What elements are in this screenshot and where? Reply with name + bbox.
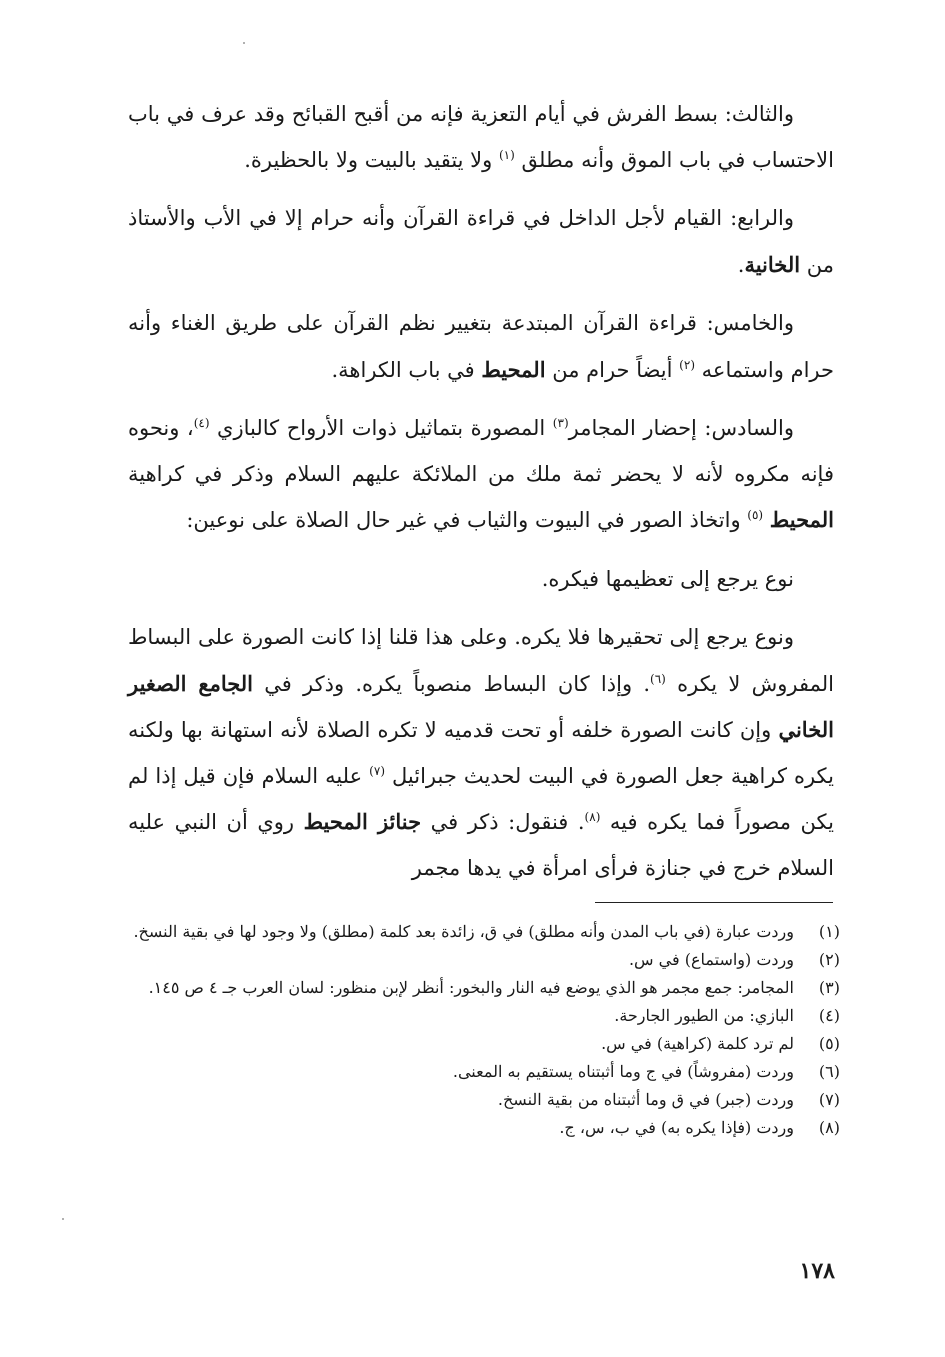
text-run: المصورة بتماثيل ذوات الأرواح كالبازي	[209, 416, 553, 440]
footnote	[128, 946, 840, 974]
footnote-number: (٢)	[818, 950, 840, 969]
footnote-ref: (٢)	[679, 357, 695, 372]
footnote-number: (٦)	[818, 1062, 840, 1081]
footnote-separator	[595, 902, 833, 903]
text-run: عليه السلام فإن قيل إذا لم يكن مصوراً فما يكره فيه	[128, 763, 834, 834]
paragraph-type-one	[128, 557, 834, 603]
footnote-text: وردت (مفروشاً) في ج وما أثبتناه يستقيم به المعنى.	[452, 1062, 794, 1081]
footnote-ref: (٣)	[552, 416, 569, 430]
paragraph-fourth	[128, 196, 834, 288]
footnote-ref: (٤)	[193, 416, 210, 430]
source-title: الخانية	[744, 251, 801, 277]
main-text	[128, 92, 834, 904]
text-run: ، ونحوه فإنه مكروه لأنه لا يحضر ثمة ملك من الملائكة عليهم السلام وذكر في كراهية	[128, 416, 834, 486]
footnote-text: لم ترد كلمة (كراهية) في س.	[601, 1034, 794, 1053]
footnote-ref: (١)	[498, 147, 515, 162]
footnote-ref: (٨)	[584, 810, 601, 824]
footnote-ref: (٦)	[650, 671, 666, 686]
text-run: والرابع: القيام لأجل الداخل في قراءة القرآن وأنه حرام إلا في الأب والأستاذ من	[128, 206, 834, 277]
text-run: . فنقول: ذكر في	[421, 810, 585, 834]
text-run: ونوع يرجع إلى تحقيرها فلا يكره. وعلى هذا قلنا إذا كانت الصورة على البساط المفروش لا يكره	[128, 625, 834, 696]
text-run: والثالث: بسط الفرش في أيام التعزية فإنه من أقبح القبائح وقد عرف في باب الاحتساب في باب الموق وأنه مطلق	[128, 102, 834, 172]
footnote	[128, 1030, 840, 1058]
footnote	[128, 1086, 840, 1114]
text-run	[763, 508, 770, 532]
text-run: أيضاً حرام من	[545, 357, 680, 382]
footnote-number: (٥)	[818, 1034, 840, 1053]
footnote-number: (٣)	[818, 978, 840, 997]
footnote-number: (٤)	[818, 1006, 840, 1025]
footnote-text: وردت (جبر) في ق وما أثبتناه من بقية النسخ.	[497, 1090, 794, 1109]
paragraph-type-two	[128, 615, 834, 891]
source-title: الجامع الصغير الخاني	[128, 670, 834, 742]
footnote-text: المجامر: جمع مجمر هو الذي يوضع فيه النار والبخور: أنظر لإبن منظور: لسان العرب جـ ٤ ص ١٤٥.	[148, 978, 794, 997]
text-run: واتخاذ الصور في البيوت والثياب في غير حال الصلاة على نوعين:	[186, 508, 748, 532]
footnote-ref: (٧)	[369, 763, 385, 778]
scan-speck	[243, 42, 245, 44]
footnote-text: البازي: من الطيور الجارحة.	[614, 1006, 794, 1025]
text-run: ولا يتقيد بالبيت ولا بالحظيرة.	[244, 147, 499, 172]
footnote-text: وردت عبارة (في باب المدن وأنه مطلق) في ق، زائدة بعد كلمة (مطلق) ولا وجود لها في بقية النسخ.	[133, 922, 794, 941]
source-title: المحيط	[769, 507, 834, 532]
source-title: المحيط	[481, 356, 546, 382]
scan-speck	[62, 1218, 64, 1220]
footnote-text: وردت (فإذا يكره به) في ب، س، ج.	[559, 1118, 794, 1137]
footnote	[128, 1114, 840, 1142]
paragraph-sixth	[128, 406, 834, 544]
footnote-number: (١)	[818, 922, 840, 941]
page-number: ١٧٨	[799, 1258, 835, 1284]
paragraph-third	[128, 92, 834, 183]
footnote-number: (٨)	[818, 1118, 840, 1137]
text-run: .	[737, 252, 745, 277]
text-run: روي أن النبي عليه السلام خرج في جنازة فرأى امرأة في يدها مجمر	[128, 810, 834, 880]
text-run: والسادس: إحضار المجامر	[568, 416, 794, 440]
footnote	[128, 1058, 840, 1086]
text-run: . وإذا كان البساط منصوباً يكره. وذكر في	[253, 671, 651, 696]
text-run: نوع يرجع إلى تعظيمها فيكره.	[541, 566, 794, 591]
text-run: والخامس: قراءة القرآن المبتدعة بتغيير نظم القرآن على طريق الغناء وأنه حرام واستماعه	[128, 311, 834, 382]
paragraph-fifth	[128, 301, 834, 393]
footnote-number: (٧)	[818, 1090, 840, 1109]
footnote	[128, 974, 840, 1002]
source-title: جنائز المحيط	[303, 809, 422, 834]
footnotes	[128, 918, 840, 1142]
text-run: في باب الكراهة.	[331, 357, 482, 382]
text-run: وإن كانت الصورة خلفه أو تحت قدميه لا تكره الصلاة لأنه استهانة بها ولكنه يكره كراهية جعل الصورة في البيت لحديث جبرائيل	[128, 718, 834, 788]
footnote	[128, 918, 840, 946]
footnote-text: وردت (واستماع) في س.	[628, 950, 794, 969]
footnote	[128, 1002, 840, 1030]
footnote-ref: (٥)	[747, 508, 764, 522]
